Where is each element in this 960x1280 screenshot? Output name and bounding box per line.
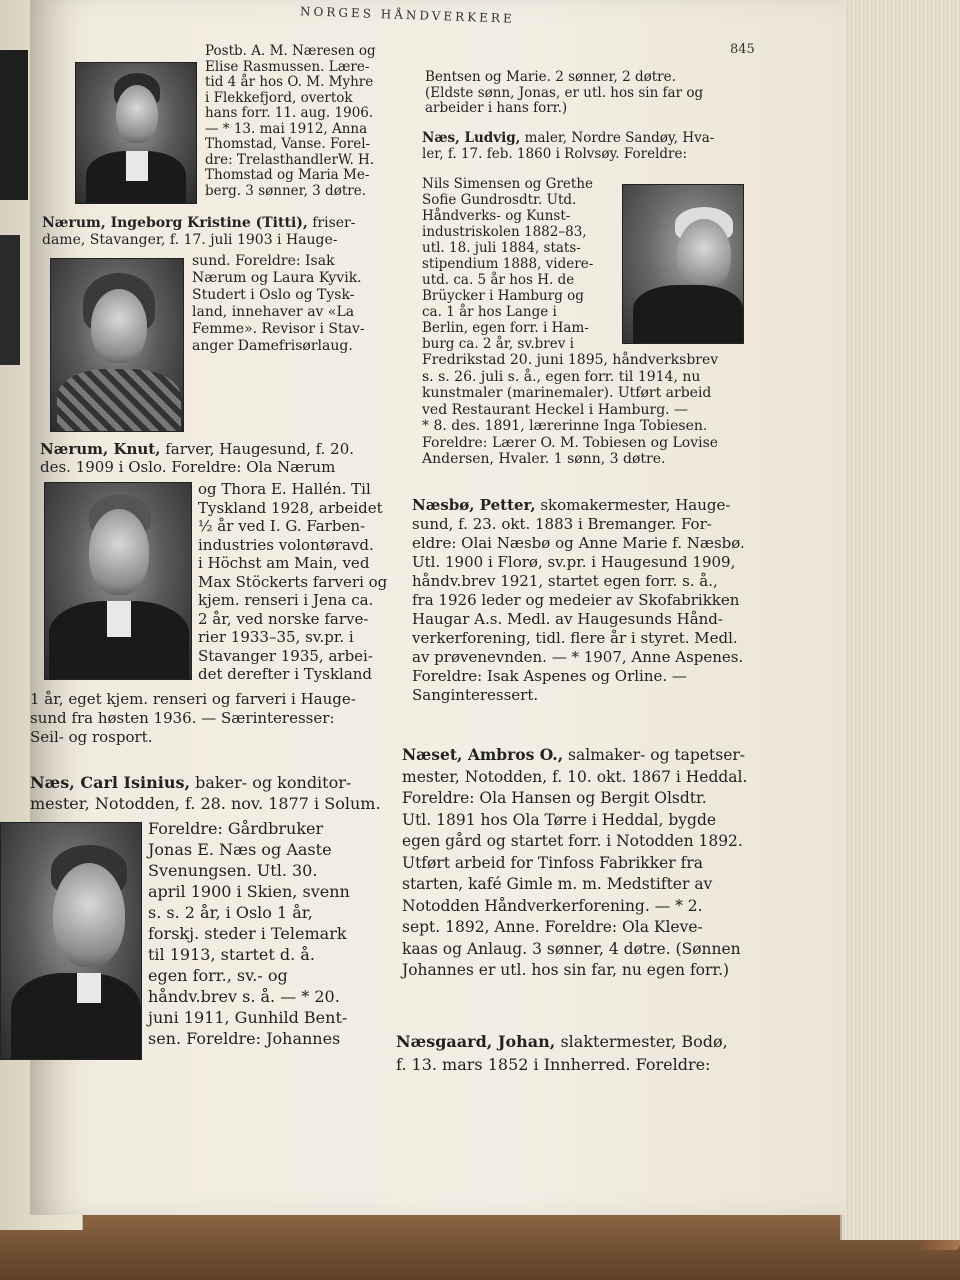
entry-line: Notodden Håndverkerforening. — * 2. bbox=[402, 896, 703, 915]
entry-line: Nils Simensen og Grethe bbox=[422, 176, 594, 192]
entry-line: eldre: Olai Næsbø og Anne Marie f. Næsbø. bbox=[412, 534, 745, 552]
entry-line: burg ca. 2 år, sv.brev i bbox=[422, 336, 574, 352]
entry-line: slaktermester, Bodø, bbox=[555, 1032, 728, 1051]
entry-line: hans forr. 11. aug. 1906. bbox=[205, 105, 374, 121]
entry-line: Sofie Gundrosdtr. Utd. bbox=[422, 192, 577, 208]
entry-line: starten, kafé Gimle m. m. Medstifter av bbox=[402, 875, 713, 893]
entry-naes-carl bbox=[30, 772, 400, 814]
entry-line: des. 1909 i Oslo. Foreldre: Ola Nærum bbox=[40, 458, 336, 476]
entry-naeset-ambros bbox=[402, 744, 822, 982]
entry-line: dre: TrelasthandlerW. H. bbox=[205, 151, 375, 168]
entry-line: Håndverks- og Kunst- bbox=[422, 208, 571, 224]
entry-line: ved Restaurant Heckel i Hamburg. — bbox=[422, 401, 689, 418]
portrait-photo-carl bbox=[0, 822, 142, 1060]
entry-line: forskj. steder i Telemark bbox=[148, 924, 347, 943]
entry-line: Seil- og rosport. bbox=[30, 728, 153, 746]
entry-line: håndv.brev 1921, startet egen forr. s. å., bbox=[412, 572, 718, 590]
entry-line: til 1913, startet d. å. bbox=[148, 945, 315, 964]
entry-line: Berlin, egen forr. i Ham- bbox=[422, 320, 589, 336]
entry-line: Tyskland 1928, arbeidet bbox=[198, 498, 383, 517]
entry-line: Svenungsen. Utl. 30. bbox=[148, 861, 318, 880]
book-page-edges bbox=[840, 0, 960, 1240]
entry-name: Næsgaard, Johan, bbox=[396, 1032, 556, 1051]
entry-line: april 1900 i Skien, svenn bbox=[148, 882, 350, 901]
entry-line: f. 13. mars 1852 i Innherred. Foreldre: bbox=[396, 1055, 711, 1074]
entry-naesbo-petter bbox=[412, 496, 812, 705]
entry-line: rier 1933–35, sv.pr. i bbox=[198, 628, 354, 646]
entry-line: Postb. A. M. Næresen og bbox=[205, 43, 376, 59]
entry-line: ca. 1 år hos Lange i bbox=[422, 304, 557, 320]
entry-name: Nærum, Ingeborg Kristine (Titti), bbox=[42, 215, 308, 231]
entry-line: s. s. 26. juli s. å., egen forr. til 1914, nu bbox=[422, 368, 701, 385]
entry-line: farver, Haugesund, f. 20. bbox=[160, 440, 355, 458]
entry-line: arbeider i hans forr.) bbox=[425, 100, 568, 116]
entry-line: baker- og konditor- bbox=[190, 773, 352, 792]
entry-line: sund fra høsten 1936. — Særinteresser: bbox=[30, 709, 335, 727]
entry-name: Næs, Carl Isinius, bbox=[30, 773, 191, 792]
entry-line: utl. 18. juli 1884, stats- bbox=[422, 240, 581, 256]
entry-naerum-knut-tail bbox=[30, 690, 400, 747]
portrait-photo-naeresen bbox=[75, 62, 197, 204]
entry-line: Femme». Revisor i Stav- bbox=[192, 321, 365, 337]
entry-line: verkerforening, tidl. flere år i styret. Medl. bbox=[412, 629, 738, 647]
entry-line: Fredrikstad 20. juni 1895, håndverksbrev bbox=[422, 352, 719, 368]
entry-naesgaard-johan bbox=[396, 1030, 826, 1076]
entry-line: egen forr., sv.- og bbox=[148, 966, 288, 985]
entry-line: mester, Notodden, f. 28. nov. 1877 i Solum. bbox=[30, 794, 381, 813]
entry-line: sund. Foreldre: Isak bbox=[192, 253, 335, 269]
entry-bentsen-continued bbox=[425, 70, 795, 117]
entry-name: Næset, Ambros O., bbox=[402, 745, 564, 764]
entry-line: Andersen, Hvaler. 1 sønn, 3 døtre. bbox=[422, 451, 666, 467]
running-head: NORGES HÅNDVERKERE bbox=[299, 4, 515, 26]
entry-line: Utført arbeid for Tinfoss Fabrikker fra bbox=[402, 853, 703, 872]
previous-page-photo bbox=[0, 235, 20, 365]
entry-line: 1 år, eget kjem. renseri og farveri i Hauge- bbox=[30, 690, 356, 708]
entry-line: tid 4 år hos O. M. Myhre bbox=[205, 74, 374, 90]
entry-line: Thomstad og Maria Me- bbox=[205, 167, 370, 183]
entry-line: land, innehaver av «La bbox=[192, 304, 355, 320]
page-number: 845 bbox=[730, 42, 755, 57]
entry-line: skomakermester, Hauge- bbox=[535, 496, 731, 514]
entry-line: Foreldre: Ola Hansen og Bergit Olsdtr. bbox=[402, 789, 707, 807]
entry-line: Sanginteressert. bbox=[412, 686, 539, 704]
entry-line: anger Damefrisørlaug. bbox=[192, 338, 353, 354]
entry-line: Studert i Oslo og Tysk- bbox=[192, 287, 355, 303]
entry-line: friser- bbox=[307, 215, 356, 231]
entry-line: Max Stöckerts farveri og bbox=[198, 572, 388, 591]
entry-line: Foreldre: Lærer O. M. Tobiesen og Lovise bbox=[422, 434, 719, 451]
entry-line: Stavanger 1935, arbei- bbox=[198, 646, 373, 665]
entry-line: stipendium 1888, videre- bbox=[422, 256, 594, 272]
entry-line: av prøvenevnden. — * 1907, Anne Aspenes. bbox=[412, 648, 744, 666]
entry-line: salmaker- og tapetser- bbox=[563, 746, 746, 764]
book-page bbox=[30, 0, 845, 1215]
entry-line: Utl. 1891 hos Ola Tørre i Heddal, bygde bbox=[402, 810, 717, 829]
entry-naes-ludvig bbox=[422, 130, 802, 162]
entry-line: sund, f. 23. okt. 1883 i Bremanger. For- bbox=[412, 515, 712, 533]
entry-line: egen gård og startet forr. i Notodden 1892. bbox=[402, 832, 743, 850]
entry-line: dame, Stavanger, f. 17. juli 1903 i Hauge- bbox=[42, 232, 338, 248]
previous-page-photo bbox=[0, 50, 28, 200]
entry-naes-ludvig-body bbox=[422, 176, 612, 352]
entry-naes-carl-body bbox=[148, 818, 398, 1049]
entry-naerum-ingeborg-body bbox=[192, 253, 407, 355]
entry-line: Nærum og Laura Kyvik. bbox=[192, 270, 362, 286]
entry-line: s. s. 2 år, i Oslo 1 år, bbox=[148, 903, 313, 922]
entry-line: Thomstad, Vanse. Forel- bbox=[205, 136, 371, 152]
entry-line: kjem. renseri i Jena ca. bbox=[198, 591, 374, 609]
entry-line: industries volontøravd. bbox=[198, 535, 374, 554]
table-surface-bottom bbox=[0, 1215, 960, 1280]
entry-line: Utl. 1900 i Florø, sv.pr. i Haugesund 1909, bbox=[412, 553, 736, 571]
entry-line: industriskolen 1882–83, bbox=[422, 224, 587, 240]
entry-line: juni 1911, Gunhild Bent- bbox=[148, 1008, 348, 1027]
entry-line: sept. 1892, Anne. Foreldre: Ola Kleve- bbox=[402, 918, 703, 936]
entry-line: * 8. des. 1891, lærerinne Inga Tobiesen. bbox=[422, 418, 708, 434]
entry-naes-ludvig-tail bbox=[422, 352, 802, 468]
entry-name: Næsbø, Petter, bbox=[412, 496, 536, 514]
entry-line: Jonas E. Næs og Aaste bbox=[148, 840, 332, 859]
entry-line: Foreldre: Isak Aspenes og Orline. — bbox=[412, 667, 687, 685]
entry-line: Elise Rasmussen. Lære- bbox=[205, 58, 370, 75]
entry-line: (Eldste sønn, Jonas, er utl. hos sin far og bbox=[425, 84, 704, 101]
entry-line: berg. 3 sønner, 3 døtre. bbox=[205, 182, 366, 199]
portrait-photo-ingeborg bbox=[50, 258, 184, 432]
entry-naeresen-continued bbox=[205, 44, 405, 199]
portrait-photo-knut bbox=[44, 482, 192, 680]
entry-line: mester, Notodden, f. 10. okt. 1867 i Heddal. bbox=[402, 767, 748, 786]
entry-line: maler, Nordre Sandøy, Hva- bbox=[520, 130, 715, 146]
entry-line: det derefter i Tyskland bbox=[198, 665, 373, 683]
entry-name: Næs, Ludvig, bbox=[422, 130, 521, 146]
entry-line: sen. Foreldre: Johannes bbox=[148, 1029, 341, 1048]
entry-line: i Höchst am Main, ved bbox=[198, 554, 370, 572]
entry-naerum-knut bbox=[40, 440, 410, 476]
entry-line: Johannes er utl. hos sin far, nu egen forr.) bbox=[402, 961, 730, 979]
entry-line: Brüycker i Hamburg og bbox=[422, 288, 584, 304]
entry-line: håndv.brev s. å. — * 20. bbox=[148, 987, 340, 1006]
entry-line: ler, f. 17. feb. 1860 i Rolvsøy. Foreldre: bbox=[422, 146, 688, 162]
entry-line: Bentsen og Marie. 2 sønner, 2 døtre. bbox=[425, 69, 676, 85]
entry-line: — * 13. mai 1912, Anna bbox=[205, 120, 368, 137]
entry-line: Haugar A.s. Medl. av Haugesunds Hånd- bbox=[412, 610, 723, 628]
entry-naerum-knut-body bbox=[198, 480, 413, 684]
entry-line: kunstmaler (marinemaler). Utført arbeid bbox=[422, 385, 712, 401]
entry-line: ½ år ved I. G. Farben- bbox=[198, 517, 366, 535]
entry-name: Nærum, Knut, bbox=[40, 440, 161, 458]
entry-line: Foreldre: Gårdbruker bbox=[148, 819, 324, 838]
portrait-photo-ludvig bbox=[622, 184, 744, 344]
entry-naerum-ingeborg bbox=[42, 215, 402, 249]
entry-line: i Flekkefjord, overtok bbox=[205, 89, 353, 106]
entry-line: 2 år, ved norske farve- bbox=[198, 609, 369, 628]
entry-line: kaas og Anlaug. 3 sønner, 4 døtre. (Sønnen bbox=[402, 939, 741, 958]
entry-line: og Thora E. Hallén. Til bbox=[198, 480, 371, 498]
entry-line: fra 1926 leder og medeier av Skofabrikken bbox=[412, 591, 740, 609]
entry-line: utd. ca. 5 år hos H. de bbox=[422, 272, 575, 288]
